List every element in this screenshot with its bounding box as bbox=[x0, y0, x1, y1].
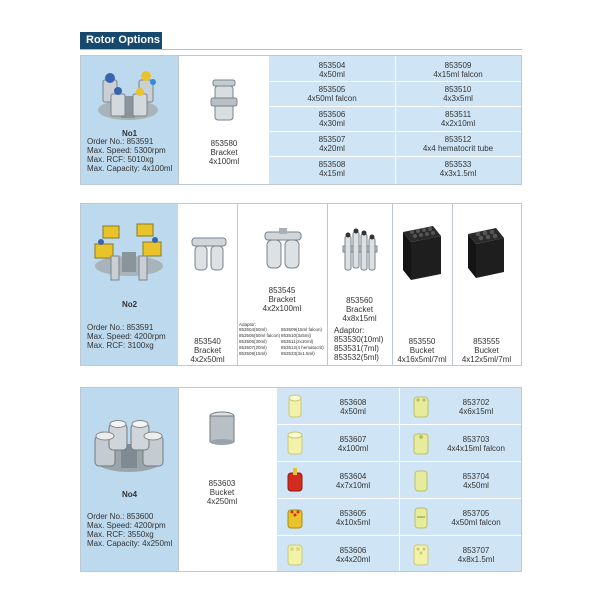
rotor-no1-section bbox=[80, 55, 522, 185]
bracket-853560-image bbox=[339, 226, 381, 276]
adapter-size: 4x50ml bbox=[340, 407, 366, 416]
adapter-853604-icon bbox=[285, 467, 305, 493]
item-size: 4x2x50ml bbox=[190, 355, 225, 364]
item-size: 4x12x5ml/7ml bbox=[461, 355, 512, 364]
adaptor-list-item: 853533(3x1.5ml) bbox=[281, 351, 315, 356]
adapter-code: 853505 bbox=[318, 85, 346, 94]
adapter-code: 853507 bbox=[318, 135, 346, 144]
adapter-size: 4x50ml falcon bbox=[307, 94, 357, 103]
adapter-code: 853533 bbox=[444, 160, 472, 169]
adapter-code: 853510 bbox=[444, 85, 472, 94]
adapter-853608-icon bbox=[285, 393, 305, 419]
rotor-no1-panel bbox=[81, 56, 178, 184]
adaptor-560-item: 853531(7ml) bbox=[334, 344, 379, 353]
adapter-code: 853511 bbox=[444, 110, 472, 119]
adapter-code: 853607 bbox=[339, 435, 367, 444]
adapter-code: 853704 bbox=[462, 472, 490, 481]
adapter-grid-no4 bbox=[277, 388, 521, 571]
adapter-size: 4x100ml bbox=[337, 444, 369, 453]
adapter-code: 853707 bbox=[462, 546, 490, 555]
adapter-code: 853606 bbox=[339, 546, 367, 555]
adapter-size: 4x10x5ml bbox=[335, 518, 371, 527]
bucket-size: 4x250ml bbox=[206, 497, 238, 506]
rotor-no1-image bbox=[93, 66, 163, 128]
adaptor-list-item: 853508(15ml) bbox=[239, 351, 267, 356]
rotor-no4-section bbox=[80, 387, 522, 572]
adapter-code: 853504 bbox=[318, 61, 346, 70]
adapter-size: 4x6x15ml bbox=[458, 407, 494, 416]
title-underline bbox=[80, 49, 522, 50]
rotor-no1-spec: Max. Speed: 5300rpm bbox=[87, 146, 166, 155]
adapter-code: 853512 bbox=[444, 135, 472, 144]
adapter-size: 4x4x15ml falcon bbox=[447, 444, 505, 453]
adapter-853707-icon bbox=[411, 541, 431, 567]
item-size: 4x16x5ml/7ml bbox=[397, 355, 447, 364]
adapter-size: 4x15ml bbox=[319, 169, 345, 178]
adaptor-560-title: Adaptor: bbox=[334, 326, 365, 335]
bucket-853555-image bbox=[464, 224, 510, 282]
item-type: Bracket bbox=[268, 295, 296, 304]
adapter-size: 4x50ml bbox=[463, 481, 489, 490]
rotor-no4-spec: Order No.: 853600 bbox=[87, 512, 154, 521]
adapter-size: 4x7x10ml bbox=[335, 481, 371, 490]
rotor-no1-spec: Order No.: 853591 bbox=[87, 137, 154, 146]
adapter-size: 4x4 hematocrit tube bbox=[422, 144, 494, 153]
rotor-no4-panel bbox=[81, 388, 178, 571]
item-code: 853545 bbox=[268, 286, 296, 295]
rotor-no2-image bbox=[89, 214, 169, 289]
adapter-size: 4x3x5ml bbox=[443, 94, 473, 103]
item-code: 853540 bbox=[194, 337, 221, 346]
section-title: Rotor Options bbox=[80, 32, 162, 49]
adaptor-list-item: 853506(30ml) bbox=[239, 339, 267, 344]
item-type: Bucket bbox=[474, 346, 499, 355]
adaptor-list-item: 853504(50ml) bbox=[239, 327, 267, 332]
rotor-no4-image bbox=[89, 414, 169, 484]
bucket-853550-image bbox=[399, 222, 445, 284]
adapter-code: 853506 bbox=[318, 110, 346, 119]
adapter-853606-icon bbox=[285, 541, 305, 567]
rotor-no4-spec: Max. RCF: 3550xg bbox=[87, 530, 154, 539]
adaptor-list-item: 853509(15ml falcon) bbox=[281, 327, 323, 332]
adapter-grid-no1 bbox=[269, 56, 521, 184]
adaptor-list-item: 853511(2x10ml) bbox=[281, 339, 314, 344]
adapter-size: 4x50ml falcon bbox=[451, 518, 501, 527]
adaptor-560-item: 853532(5ml) bbox=[334, 353, 379, 362]
item-code: 853550 bbox=[408, 337, 436, 346]
adapter-code: 853705 bbox=[462, 509, 490, 518]
item-code: 853560 bbox=[346, 296, 373, 305]
adapter-code: 853608 bbox=[339, 398, 367, 407]
item-size: 4x8x15ml bbox=[342, 314, 377, 323]
adapter-853702-icon bbox=[411, 393, 431, 419]
adaptor-list-item: 853510(3x5ml) bbox=[281, 333, 312, 338]
adaptor-list-item: 853512(4 hematocrit) bbox=[281, 345, 324, 350]
bracket-853545-image bbox=[261, 226, 305, 274]
bracket-code: 853580 bbox=[210, 139, 238, 148]
item-code: 853555 bbox=[473, 337, 500, 346]
item-type: Bracket bbox=[193, 346, 222, 355]
adapter-code: 853508 bbox=[318, 160, 346, 169]
adapter-size: 4x30ml bbox=[319, 119, 345, 128]
adapter-code: 853605 bbox=[339, 509, 367, 518]
rotor-no4-spec: Max. Speed: 4200rpm bbox=[87, 521, 166, 530]
adaptor-list-item: 853507(20ml) bbox=[239, 345, 267, 350]
rotor-no2-spec: Max. RCF: 3100xg bbox=[87, 341, 154, 350]
bracket-853540-image bbox=[189, 234, 229, 274]
bucket-type: Bucket bbox=[209, 488, 235, 497]
adapter-code: 853604 bbox=[339, 472, 367, 481]
adapter-853703-icon bbox=[411, 430, 431, 456]
adapter-size: 4x15ml falcon bbox=[433, 70, 483, 79]
bracket-type: Bracket bbox=[210, 148, 238, 157]
adapter-853605-icon bbox=[285, 504, 305, 530]
adaptor-list-item: 853505(50ml falcon) bbox=[239, 333, 281, 338]
adapter-code: 853509 bbox=[444, 61, 472, 70]
adapter-code: 853703 bbox=[462, 435, 490, 444]
bracket-853580-image bbox=[209, 76, 239, 126]
rotor-no2-section bbox=[80, 203, 522, 366]
adapter-853705-icon bbox=[411, 504, 431, 530]
rotor-no1-spec: Max. RCF: 5010xg bbox=[87, 155, 154, 164]
rotor-no4-spec: Max. Capacity: 4x250ml bbox=[87, 539, 173, 548]
rotor-no4-name: No4 bbox=[121, 490, 138, 499]
rotor-no2-spec: Order No.: 853591 bbox=[87, 323, 154, 332]
bucket-853603-image bbox=[207, 410, 237, 446]
rotor-no1-name: No1 bbox=[121, 129, 138, 138]
adapter-size: 4x20ml bbox=[319, 144, 345, 153]
bucket-code: 853603 bbox=[208, 479, 236, 488]
rotor-no2-spec: Max. Speed: 4200rpm bbox=[87, 332, 166, 341]
adapter-size: 4x2x10ml bbox=[440, 119, 476, 128]
adapter-size: 4x4x20ml bbox=[335, 555, 371, 564]
rotor-no2-panel bbox=[81, 204, 178, 365]
adapter-853704-icon bbox=[411, 467, 431, 493]
adapter-code: 853702 bbox=[462, 398, 490, 407]
item-size: 4x2x100ml bbox=[262, 304, 302, 313]
adapter-size: 4x8x1.5ml bbox=[457, 555, 495, 564]
adaptor-list-title: Adaptor: bbox=[239, 322, 257, 327]
adapter-size: 4x3x1.5ml bbox=[439, 169, 477, 178]
bracket-853580-cell bbox=[178, 56, 269, 184]
adapter-853607-icon bbox=[285, 430, 305, 456]
rotor-no1-spec: Max. Capacity: 4x100ml bbox=[87, 164, 173, 173]
bucket-853603-cell bbox=[178, 388, 265, 571]
adapter-size: 4x50ml bbox=[319, 70, 345, 79]
item-type: Bucket bbox=[409, 346, 435, 355]
item-type: Bracket bbox=[345, 305, 374, 314]
rotor-no2-name: No2 bbox=[121, 300, 138, 309]
adaptor-560-item: 853530(10ml) bbox=[334, 335, 384, 344]
bracket-size: 4x100ml bbox=[208, 157, 240, 166]
